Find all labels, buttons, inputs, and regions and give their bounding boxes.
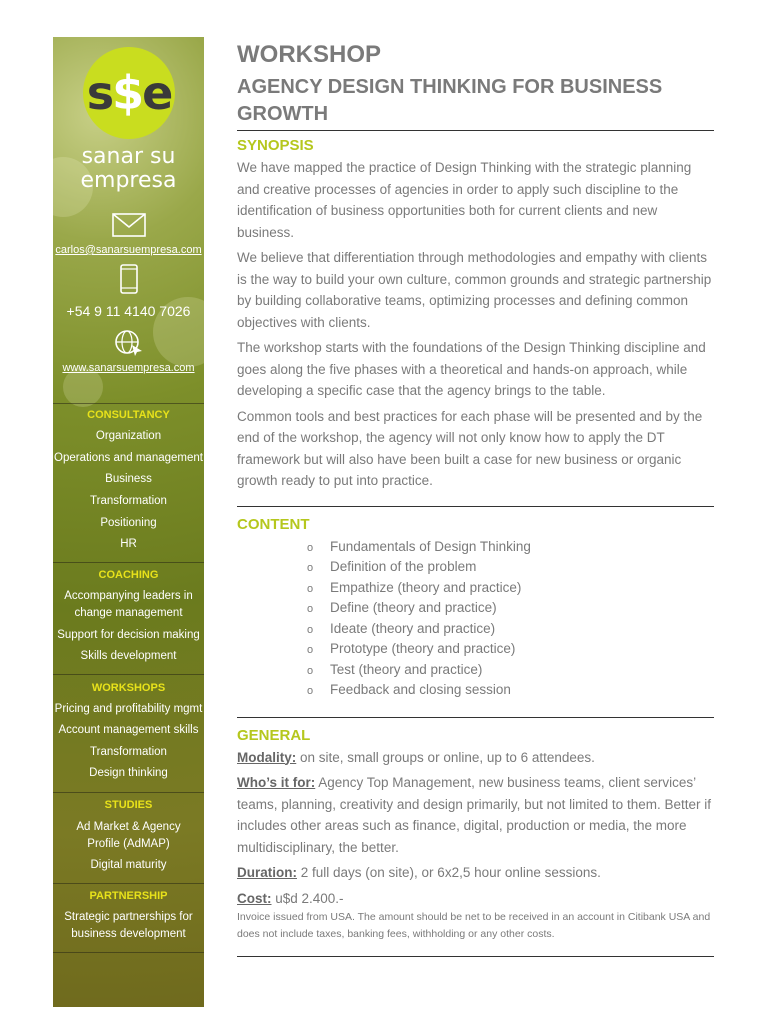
synopsis-paragraph: The workshop starts with the foundations of the Design Thinking discipline and goes along the five phases with a theoretical and hands-on approach, while developing a specific case that the agency brings to the table. bbox=[237, 340, 706, 398]
audience-paragraph: Who’s it for: Agency Top Management, new business teams, client services’ teams, planning, creativity and design primarily, but not limited to them. Better if includes other areas such as finance, digital, production or media, the more multidisciplinary, the better. bbox=[237, 775, 711, 855]
synopsis-heading: SYNOPSIS bbox=[237, 137, 314, 154]
synopsis-paragraph: We have mapped the practice of Design Thinking with the strategic planning and creative processes of agencies in order to apply such discipline to the identification of business opportunities both for current clients and new business. bbox=[237, 160, 692, 240]
brand-line-1: sanar su bbox=[81, 144, 176, 169]
brand-name bbox=[53, 145, 204, 193]
envelope-icon bbox=[53, 213, 204, 237]
sidebar-item: Support for decision making bbox=[57, 629, 200, 641]
section-title-studies: STUDIES bbox=[104, 799, 153, 811]
bullet-icon: o bbox=[307, 582, 314, 595]
mobile-phone-icon bbox=[53, 264, 204, 294]
content-heading: CONTENT bbox=[237, 515, 310, 533]
section-title-consultancy: CONSULTANCY bbox=[87, 409, 170, 421]
sidebar bbox=[53, 37, 204, 1007]
page-title: WORKSHOP bbox=[237, 41, 381, 68]
list-item: o Fundamentals of Design Thinking bbox=[237, 537, 714, 558]
brand-line-2: empresa bbox=[80, 168, 177, 193]
list-item: o Feedback and closing session bbox=[237, 680, 714, 701]
section-title-partnership: PARTNERSHIP bbox=[89, 890, 168, 902]
globe-cursor-icon bbox=[53, 329, 204, 357]
list-item: o Test (theory and practice) bbox=[237, 660, 714, 681]
page-subtitle: AGENCY DESIGN THINKING FOR BUSINESS GROWTH bbox=[237, 76, 663, 125]
sidebar-item: Transformation bbox=[90, 495, 167, 507]
sidebar-item: Digital maturity bbox=[90, 859, 167, 871]
sidebar-item: Account management skills bbox=[58, 724, 199, 736]
divider bbox=[237, 130, 714, 131]
sidebar-item: Operations and management bbox=[54, 452, 203, 464]
list-item: o Define (theory and practice) bbox=[237, 598, 714, 619]
divider bbox=[237, 717, 714, 718]
section-title-coaching: COACHING bbox=[98, 569, 159, 581]
modality-line: Modality: on site, small groups or online, up to 6 attendees. bbox=[237, 749, 595, 765]
logo bbox=[83, 47, 175, 139]
synopsis-paragraph: We believe that differentiation through methodologies and empathy with clients is the way to build your own culture, common grounds and strategic partnership by building collaborative teams, optimizing processes and defining common objectives with clients. bbox=[237, 250, 712, 330]
sidebar-item: Strategic partnerships for business development bbox=[64, 911, 193, 940]
bullet-icon: o bbox=[307, 623, 314, 636]
divider bbox=[237, 956, 714, 957]
phone-number[interactable]: +54 9 11 4140 7026 bbox=[66, 303, 191, 319]
list-item: o Prototype (theory and practice) bbox=[237, 639, 714, 660]
sidebar-item: Business bbox=[105, 473, 152, 485]
synopsis-paragraph: Common tools and best practices for each phase will be presented and by the end of the workshop, the agency will not only know how to apply the DT framework but will also have been built a case for new business or organic growth ready to put into practice. bbox=[237, 408, 703, 488]
website-link[interactable]: www.sanarsuempresa.com bbox=[62, 362, 195, 374]
main-content bbox=[237, 40, 714, 957]
cost-line: Cost: u$d 2.400.- bbox=[237, 890, 344, 906]
sidebar-item: Skills development bbox=[80, 650, 177, 662]
divider bbox=[53, 562, 204, 563]
list-item: o Definition of the problem bbox=[237, 557, 714, 578]
list-item: o Empathize (theory and practice) bbox=[237, 578, 714, 599]
section-title-workshops: WORKSHOPS bbox=[91, 682, 166, 694]
bullet-icon: o bbox=[307, 685, 314, 697]
bullet-icon: o bbox=[307, 644, 314, 656]
bullet-icon: o bbox=[307, 562, 314, 574]
sidebar-item: Organization bbox=[95, 430, 162, 442]
list-item: o Ideate (theory and practice) bbox=[237, 619, 714, 640]
sidebar-item: Pricing and profitability mgmt bbox=[54, 703, 203, 715]
sidebar-item: Positioning bbox=[100, 517, 157, 529]
invoice-note: Invoice issued from USA. The amount should be net to be received in an account in Citibank USA and does not include taxes, banking fees, withholding or any other costs. bbox=[237, 911, 711, 940]
sidebar-item: HR bbox=[120, 538, 137, 550]
divider bbox=[53, 792, 204, 793]
divider bbox=[237, 506, 714, 507]
sidebar-item: Transformation bbox=[90, 746, 167, 758]
content-list bbox=[237, 537, 714, 701]
sidebar-item: Design thinking bbox=[89, 767, 168, 779]
divider bbox=[53, 674, 204, 675]
email-link[interactable]: carlos@sanarsuempresa.com bbox=[55, 244, 202, 256]
bullet-icon: o bbox=[307, 603, 314, 615]
bullet-icon: o bbox=[307, 664, 314, 677]
divider bbox=[53, 952, 204, 953]
logo-mark: s$e bbox=[86, 66, 172, 120]
divider bbox=[53, 883, 204, 884]
general-heading: GENERAL bbox=[237, 726, 311, 744]
duration-line: Duration: 2 full days (on site), or 6x2,5 hour online sessions. bbox=[237, 865, 601, 880]
divider bbox=[53, 403, 204, 404]
sidebar-item: Ad Market & Agency Profile (AdMAP) bbox=[76, 821, 181, 850]
sidebar-item: Accompanying leaders in change management bbox=[64, 590, 193, 619]
bullet-icon: o bbox=[307, 541, 314, 554]
